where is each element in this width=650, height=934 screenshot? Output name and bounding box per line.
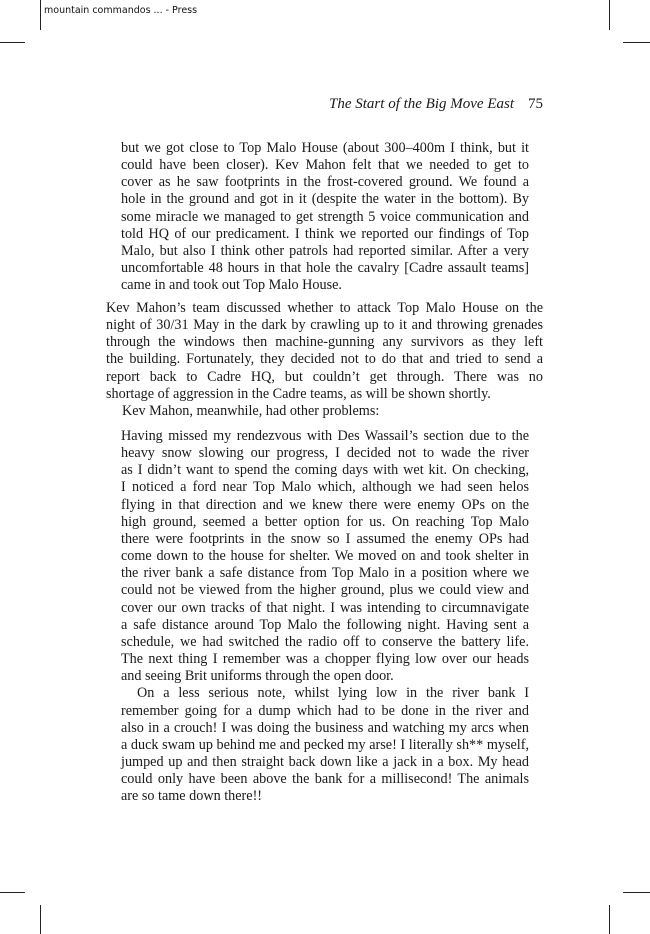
- text-line: could have been closer). Kev Mahon felt that we needed to get to: [121, 157, 529, 174]
- text-line: flying in that direction and we knew there were enemy OPs on the: [121, 496, 529, 513]
- paragraph-1: [106, 300, 543, 403]
- crop-mark: [623, 42, 650, 43]
- text-line: shortage of aggression in the Cadre teams, as will be shown shortly.: [106, 385, 491, 402]
- text-line: heavy snow slowing our progress, I decided not to wade the river: [121, 445, 529, 462]
- text-line: could not be viewed from the higher ground, plus we could view and: [121, 582, 529, 599]
- text-line: a duck swam up behind me and pecked my arse! I literally sh** myself,: [121, 736, 529, 753]
- text-line: the river bank a safe distance from Top Malo in a position where we: [121, 565, 529, 582]
- crop-mark: [0, 42, 25, 43]
- text-line: the building. Fortunately, they decided not to do that and tried to send a: [106, 351, 543, 368]
- page-number: 75: [528, 96, 543, 112]
- text-line: uncomfortable 48 hours in that hole the cavalry [Cadre assault teams]: [121, 260, 529, 277]
- text-line: through the windows then machine-gunning any survivors as they left: [106, 334, 543, 351]
- text-line: Kev Mahon’s team discussed whether to attack Top Malo House on the: [106, 300, 543, 316]
- text-line: told HQ of our predicament. I think we reported our findings of Top: [121, 225, 529, 242]
- crop-mark: [609, 905, 610, 934]
- text-line: cover as he saw footprints in the frost-covered ground. We found a: [121, 174, 529, 191]
- text-line: as I didn’t want to spend the coming days with wet kit. On checking,: [121, 462, 529, 479]
- text-line: jumped up and then straight back down like a jack in a box. My head: [121, 753, 529, 770]
- text-line: some miracle we managed to get strength 5 voice communication and: [121, 208, 529, 225]
- block-quote-1: [121, 140, 529, 294]
- text-line: and seeing Brit uniforms through the open door.: [121, 668, 394, 685]
- text-line: are so tame down there!!: [121, 788, 263, 805]
- text-line: Kev Mahon, meanwhile, had other problems:: [122, 403, 380, 419]
- crop-mark: [40, 905, 41, 934]
- text-line: night of 30/31 May in the dark by crawling up to it and throwing grenades: [106, 317, 543, 334]
- crop-mark: [623, 892, 650, 893]
- print-slug: mountain commandos ... - Press: [44, 5, 198, 16]
- text-line: came in and took out Top Malo House.: [121, 277, 342, 294]
- text-line: Malo, but also I think other patrols had reported similar. After a very: [121, 242, 529, 259]
- paragraph-2: [106, 403, 543, 420]
- text-line: On a less serious note, whilst lying low in the river bank I: [137, 685, 529, 702]
- text-line: hole in the ground and got in it (despite the water in the bottom). By: [121, 191, 529, 208]
- crop-mark: [609, 0, 610, 30]
- block-quote-2: [121, 428, 529, 805]
- text-line: report back to Cadre HQ, but couldn’t get through. There was no: [106, 368, 543, 385]
- crop-mark: [0, 892, 25, 893]
- text-line: schedule, we had switched the radio off to conserve the battery life.: [121, 633, 529, 650]
- text-line: but we got close to Top Malo House (about 300–400m I think, but it: [121, 140, 529, 156]
- text-line: high ground, seemed a better option for us. On reaching Top Malo: [121, 513, 529, 530]
- text-line: also in a crouch! I was doing the business and watching my arcs when: [121, 719, 529, 736]
- crop-mark: [40, 0, 41, 30]
- text-line: could only have been above the bank for a millisecond! The animals: [121, 771, 529, 788]
- text-line: The next thing I remember was a chopper flying low over our heads: [121, 651, 529, 668]
- text-line: cover our own tracks of that night. I was intending to circumnavigate: [121, 599, 529, 616]
- text-line: come down to the house for shelter. We moved on and took shelter in: [121, 548, 529, 565]
- text-line: a safe distance around Top Malo the following night. Having sent a: [121, 616, 529, 633]
- text-line: Having missed my rendezvous with Des Wassail’s section due to the: [121, 428, 529, 444]
- running-head: [329, 96, 543, 113]
- text-line: there were footprints in the snow so I assumed the enemy OPs had: [121, 530, 529, 547]
- text-line: remember going for a dump which had to be done in the river and: [121, 702, 529, 719]
- text-line: I noticed a ford near Top Malo which, although we had seen helos: [121, 479, 529, 496]
- chapter-title: The Start of the Big Move East: [329, 96, 514, 112]
